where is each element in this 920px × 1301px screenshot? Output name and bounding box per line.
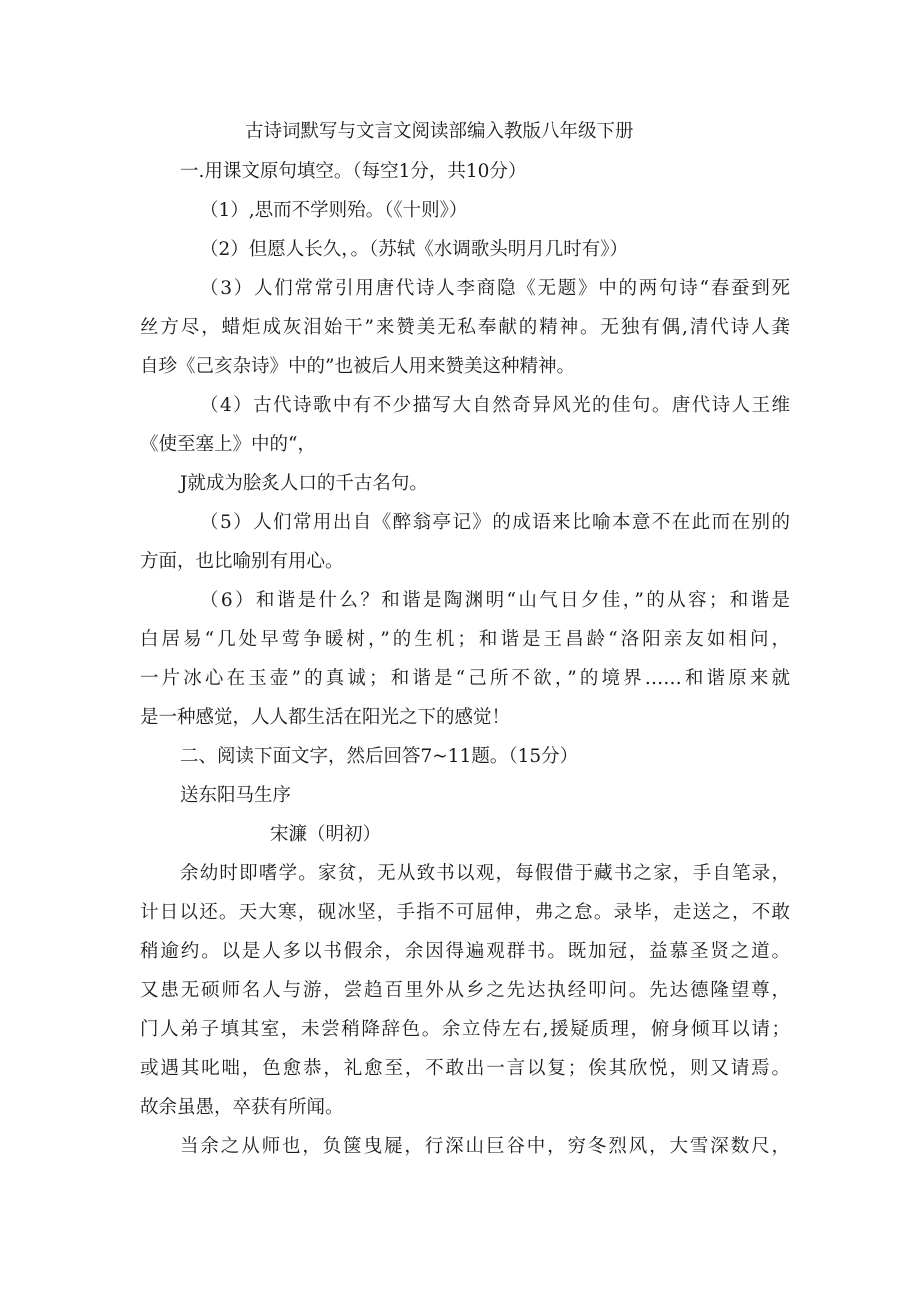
question-4-line-2: 《使至塞上》中的“，	[140, 434, 316, 455]
question-3-line-2: 丝方尽，蜡炬成灰泪始干”来赞美无私奉献的精神。无独有偶,清代诗人龚	[140, 317, 790, 338]
section1-heading: 一.用课文原句填空。（每空1分，共10分）	[180, 161, 527, 182]
essay-para1-line-3: 稍逾约。以是人多以书假余，余因得遍观群书。既加冠，益慕圣贤之道。	[140, 941, 790, 962]
section2-heading: 二、阅读下面文字，然后回答7~11题。（15分）	[180, 746, 579, 767]
document-title: 古诗词默写与文言文阅读部编入教版八年级下册	[245, 121, 634, 142]
question-6-line-1: （6）和谐是什么？和谐是陶渊明“山气日夕佳，”的从容；和谐是	[200, 590, 790, 611]
question-5-line-1: （5）人们常用出自《醉翁亭记》的成语来比喻本意不在此而在别的	[200, 512, 790, 533]
question-4-line-1: （4）古代诗歌中有不少描写大自然奇异风光的佳句。唐代诗人王维	[200, 395, 790, 416]
question-3-line-1: （3）人们常常引用唐代诗人李商隐《无题》中的两句诗“春蚕到死	[200, 278, 790, 299]
essay-para1-line-6: 或遇其叱咄，色愈恭，礼愈至，不敢出一言以复；俟其欣悦，则又请焉。	[140, 1058, 790, 1079]
question-2: （2）但愿人长久，。（苏轼《水调歌头明月几时有》）	[200, 239, 629, 260]
essay-title: 送东阳马生序	[180, 785, 292, 806]
essay-para1-line-4: 又患无硕师名人与游，尝趋百里外从乡之先达执经叩问。先达德隆望尊，	[140, 980, 790, 1001]
question-5-line-2: 方面，也比喻别有用心。	[140, 551, 344, 572]
question-6-line-4: 是一种感觉，人人都生活在阳光之下的感觉！	[140, 707, 511, 728]
essay-para1-line-5: 门人弟子填其室，未尝稍降辞色。余立侍左右,援疑质理，俯身倾耳以请；	[140, 1019, 790, 1040]
essay-author: 宋濂（明初）	[270, 824, 382, 845]
question-6-line-3: 一片冰心在玉壶”的真诚；和谐是“己所不欲，”的境界……和谐原来就	[140, 668, 790, 689]
essay-para1-line-2: 计日以还。天大寒，砚冰坚，手指不可屈伸，弗之怠。录毕，走送之，不敢	[140, 902, 790, 923]
essay-para1-line-7: 故余虽愚，卒获有所闻。	[140, 1097, 344, 1118]
essay-para2-line-1: 当余之从师也，负箧曳屣，行深山巨谷中，穷冬烈风，大雪深数尺，	[180, 1136, 790, 1157]
question-6-line-2: 白居易“几处早莺争暖树，”的生机；和谐是王昌龄“洛阳亲友如相问，	[140, 629, 790, 650]
question-3-line-3: 自珍《己亥杂诗》中的”也被后人用来赞美这种精神。	[140, 356, 575, 377]
question-1: （1）,思而不学则殆。（《十则》）	[200, 200, 468, 221]
question-4-line-3: J就成为脍炙人口的千古名句。	[180, 473, 428, 494]
essay-para1-line-1: 余幼时即嗜学。家贫，无从致书以观，每假借于藏书之家，手自笔录，	[180, 863, 790, 884]
